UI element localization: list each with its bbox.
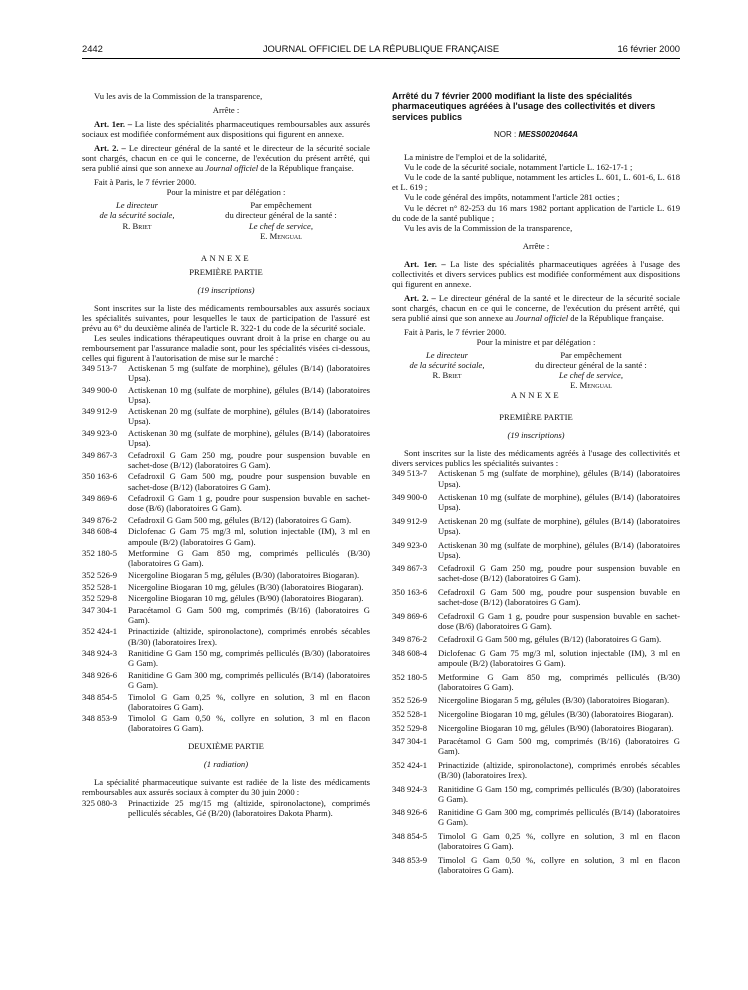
article-1: [82, 119, 370, 139]
annexe-heading: ANNEXE: [200, 252, 252, 263]
entry-text: Diclofenac G Gam 75 mg/3 ml, solution injectable (IM), 3 ml en ampoule (B/2) (laboratoires G Gam).: [438, 647, 680, 668]
entry-code: 347 304-1: [82, 604, 118, 615]
list-item: [82, 692, 370, 712]
entry-code: 347 304-1: [392, 736, 428, 747]
list-item: [82, 605, 370, 625]
entry-code: 349 869-6: [392, 610, 428, 621]
signature-block: [82, 200, 370, 240]
pour-la-ministre: Pour la ministre et par délégation :: [476, 337, 596, 348]
fait-a-paris: Fait à Paris, le 7 février 2000.: [94, 177, 197, 188]
article-2: [82, 143, 370, 173]
entry-text: Timolol G Gam 0,25 %, collyre en solution, 3 ml en flacon (laboratoires G Gam).: [128, 691, 370, 712]
entry-code: 349 876-2: [392, 634, 428, 645]
journal-title: JOURNAL OFFICIEL DE LA RÉPUBLIQUE FRANÇAISE: [262, 43, 500, 54]
entry-code: 352 180-5: [82, 548, 118, 559]
entry-code: 348 926-6: [392, 807, 428, 818]
list-item: [392, 587, 680, 607]
entry-code: 352 528-1: [82, 581, 118, 592]
entry-text: Cefadroxil G Gam 250 mg, poudre pour suspension buvable en sachet-dose (B/12) (laboratoires G Gam).: [128, 449, 370, 470]
left-column: [82, 91, 370, 819]
entry-code: 349 513-7: [82, 363, 118, 374]
entry-code: 352 526-9: [392, 695, 428, 706]
entry-text: Cefadroxil G Gam 250 mg, poudre pour suspension buvable en sachet-dose (B/12) (laboratoires G Gam).: [438, 563, 680, 584]
signatory-b-role: du directeur général de la santé :: [535, 360, 647, 371]
signatory-b-name: E. Mengual: [570, 380, 612, 391]
article-1-label: Art. 1er. –: [404, 258, 446, 269]
ministre-line: La ministre de l'emploi et de la solidarité,: [404, 152, 547, 163]
entry-text: Timolol G Gam 0,50 %, collyre en solution, 3 ml en flacon (laboratoires G Gam).: [128, 713, 370, 734]
entry-code: 348 608-4: [82, 526, 118, 537]
list-item: [82, 626, 370, 646]
entry-text: Cefadroxil G Gam 500 mg, poudre pour suspension buvable en sachet-dose (B/12) (laboratoires G Gam).: [128, 471, 370, 492]
page-number: 2442: [82, 43, 103, 54]
indications-paragraph: Les seules indications thérapeutiques ouvrant droit à la prise en charge ou au remboursement par l'assurance maladie sont, pour les spécialités visées ci-dessous, celles qui figurent à l'autorisation de mise sur le marché :: [82, 332, 370, 363]
fait-a-paris: Fait à Paris, le 7 février 2000.: [404, 326, 507, 337]
article-2-label: Art. 2. –: [94, 143, 126, 154]
list-item: [392, 563, 680, 583]
entry-code: 352 529-8: [392, 722, 428, 733]
signatory-a-role: de la sécurité sociale,: [99, 210, 175, 221]
list-item: [392, 648, 680, 668]
entry-text: Paracétamol G Gam 500 mg, comprimés (B/16) (laboratoires G Gam).: [438, 736, 680, 757]
entry-code: 352 528-1: [392, 708, 428, 719]
inscriptions-count: (19 inscriptions): [507, 430, 565, 441]
article-2-text: Le directeur général de la santé et le directeur de la sécurité sociale sont chargés, chacun en ce qui le concerne, de l'exécution du présent arrêté, qui sera publié ainsi que son annexe au: [392, 292, 680, 323]
entry-text: Ranitidine G Gam 300 mg, comprimés pelliculés (B/14) (laboratoires G Gam).: [438, 807, 680, 828]
entry-text: Nicergoline Biogaran 10 mg, gélules (B/30) (laboratoires Biogaran).: [128, 581, 364, 592]
entry-text: Cefadroxil G Gam 500 mg, poudre pour suspension buvable en sachet-dose (B/12) (laboratoires G Gam).: [438, 586, 680, 607]
signatory-a-name: R. Briet: [122, 220, 152, 231]
entry-text: Prinactizide 25 mg/15 mg (altizide, spironolactone), comprimés pelliculés sécables, Gé (B/20) (laboratoires Dakota Pharm).: [128, 797, 370, 818]
entry-text: Timolol G Gam 0,50 %, collyre en solution, 3 ml en flacon (laboratoires G Gam).: [438, 854, 680, 875]
inscriptions-count: (19 inscriptions): [197, 284, 255, 295]
nor-reference: [392, 130, 680, 140]
article-2: [392, 293, 680, 323]
article-2-text-end: de la République française.: [570, 312, 664, 323]
issue-date: 16 février 2000: [617, 43, 680, 54]
vu-line-3: Vu le code général des impôts, notamment l'article 281 octies ;: [404, 192, 620, 203]
list-item: [82, 593, 370, 603]
list-item: [82, 450, 370, 470]
list-item: [82, 648, 370, 668]
entry-code: 349 923-0: [82, 428, 118, 439]
article-1-text: La liste des spécialités pharmaceutiques remboursables aux assurés sociaux est modifiée conformément aux dispositions qui figurent en annexe.: [82, 119, 370, 140]
signatory-a-name: R. Briet: [432, 370, 462, 381]
vu-transparence: Vu les avis de la Commission de la transparence,: [94, 91, 263, 101]
entry-code: 350 163-6: [82, 471, 118, 482]
entry-code: 349 912-9: [392, 515, 428, 526]
entry-text: Nicergoline Biogaran 10 mg, gélules (B/90) (laboratoires Biogaran).: [128, 593, 364, 604]
entry-text: Ranitidine G Gam 150 mg, comprimés pelliculés (B/30) (laboratoires G Gam).: [438, 783, 680, 804]
signatory-a-role: de la sécurité sociale,: [409, 360, 485, 371]
list-item: [82, 406, 370, 426]
radiation-intro: La spécialité pharmaceutique suivante est radiée de la liste des médicaments remboursables aux assurés sociaux à compter du 30 juin 2000 :: [82, 777, 370, 798]
entry-code: 350 163-6: [392, 586, 428, 597]
entry-code: 348 924-3: [392, 783, 428, 794]
list-item: [82, 515, 370, 525]
radiation-count: (1 radiation): [203, 759, 249, 770]
signatory-b-function: Le chef de service,: [559, 370, 623, 381]
entry-text: Metformine G Gam 850 mg, comprimés pelliculés (B/30) (laboratoires G Gam).: [438, 671, 680, 692]
article-2-text: Le directeur général de la santé et le directeur de la sécurité sociale sont chargés, chacun en ce qui le concerne, de l'exécution du présent arrêté, qui sera publié ainsi que son annexe au: [82, 143, 370, 174]
list-item: [392, 611, 680, 631]
decree-title: Arrêté du 7 février 2000 modifiant la liste des spécialités pharmaceutiques agréées à l'usage des collectivités et divers services publics: [392, 91, 656, 122]
entry-text: Diclofenac G Gam 75 mg/3 ml, solution injectable (IM), 3 ml en ampoule (B/2) (laboratoires G Gam).: [128, 526, 370, 547]
signatory-b-role: du directeur général de la santé :: [225, 210, 337, 221]
list-item: [392, 807, 680, 827]
right-column: [392, 91, 680, 878]
entry-text: Nicergoline Biogaran 5 mg, gélules (B/30) (laboratoires Biogaran).: [438, 695, 670, 706]
list-item: [392, 468, 680, 488]
left-entry-list: [82, 363, 370, 733]
signatory-b-title: Par empêchement: [560, 350, 622, 361]
list-item: [392, 784, 680, 804]
vu-line-1: Vu le code de la sécurité sociale, notamment l'article L. 162-17-1 ;: [404, 162, 633, 173]
entry-code: 348 608-4: [392, 647, 428, 658]
journal-officiel-ref: Journal officiel: [205, 163, 259, 174]
list-item: [82, 471, 370, 491]
intro-paragraph: Sont inscrites sur la liste des médicaments remboursables aux assurés sociaux les spécialités suivantes, pour lesquelles le taux de participation de l'assuré est prévu au 6° du deuxième alinéa de l'article R. 322-1 du code de la sécurité sociale.: [82, 302, 370, 333]
list-item: [82, 385, 370, 405]
vu-line-2: Vu le code de la santé publique, notamment les articles L. 601, L. 601-6, L. 618 et L. 619 ;: [392, 172, 680, 193]
entry-code: 352 526-9: [82, 569, 118, 580]
page-header: [82, 43, 680, 57]
list-item: [392, 634, 680, 644]
article-2-label: Art. 2. –: [404, 292, 436, 303]
vu-line-5: Vu les avis de la Commission de la transparence,: [404, 222, 573, 233]
list-item: [82, 713, 370, 733]
list-item: [392, 672, 680, 692]
entry-text: Nicergoline Biogaran 10 mg, gélules (B/90) (laboratoires Biogaran).: [438, 722, 674, 733]
entry-code: 349 900-0: [392, 492, 428, 503]
list-item: [392, 831, 680, 851]
entry-text: Prinactizide (altizide, spironolactone), comprimés enrobés sécables (B/30) (laboratoires Irex).: [438, 759, 680, 780]
list-item: [392, 736, 680, 756]
article-1-label: Art. 1er. –: [94, 119, 133, 130]
signature-block: [392, 350, 680, 390]
nor-code: MESS0020464A: [518, 130, 579, 140]
entry-code: 348 853-9: [392, 854, 428, 865]
entry-text: Prinactizide (altizide, spironolactone), comprimés enrobés sécables (B/30) (laboratoires Irex).: [128, 626, 370, 647]
journal-officiel-ref: Journal officiel: [515, 312, 569, 323]
pour-la-ministre: Pour la ministre et par délégation :: [166, 187, 286, 198]
radiation-entry: [82, 798, 370, 818]
entry-code: 349 923-0: [392, 539, 428, 550]
nor-label: NOR :: [493, 130, 517, 140]
entry-text: Nicergoline Biogaran 5 mg, gélules (B/30) (laboratoires Biogaran).: [128, 569, 360, 580]
entry-text: Actiskenan 30 mg (sulfate de morphine), gélules (B/14) (laboratoires Upsa).: [438, 539, 680, 560]
entry-text: Ranitidine G Gam 300 mg, comprimés pelliculés (B/14) (laboratoires G Gam).: [128, 669, 370, 690]
list-item: [392, 492, 680, 512]
list-item: [392, 695, 680, 705]
signatory-b-title: Par empêchement: [250, 200, 312, 211]
entry-code: 349 867-3: [82, 449, 118, 460]
entry-text: Cefadroxil G Gam 500 mg, gélules (B/12) (laboratoires G Gam).: [438, 634, 662, 645]
list-item: [82, 582, 370, 592]
list-item: [82, 363, 370, 383]
entry-text: Actiskenan 30 mg (sulfate de morphine), gélules (B/14) (laboratoires Upsa).: [128, 428, 370, 449]
intro-paragraph: Sont inscrites sur la liste des médicaments agréés à l'usage des collectivités et divers services publics les spécialités suivantes :: [392, 448, 680, 469]
entry-code: 348 926-6: [82, 669, 118, 680]
signatory-a-title: Le directeur: [426, 350, 468, 361]
signatory-b-function: Le chef de service,: [249, 220, 313, 231]
list-item: [82, 548, 370, 568]
arrete-heading: Arrête :: [522, 240, 550, 251]
list-item: [82, 428, 370, 448]
article-1-text: La liste des spécialités pharmaceutiques agréées à l'usage des collectivités et divers services publics est modifiée conformément aux dispositions qui figurent en annexe.: [392, 258, 680, 289]
entry-code: 349 900-0: [82, 384, 118, 395]
entry-text: Cefadroxil G Gam 1 g, poudre pour suspension buvable en sachet-dose (B/6) (laboratoires G Gam).: [438, 610, 680, 631]
right-entry-list: [392, 468, 680, 874]
article-1: [392, 259, 680, 289]
entry-code: 349 869-6: [82, 493, 118, 504]
entry-text: Actiskenan 10 mg (sulfate de morphine), gélules (B/14) (laboratoires Upsa).: [128, 384, 370, 405]
entry-text: Actiskenan 20 mg (sulfate de morphine), gélules (B/14) (laboratoires Upsa).: [128, 406, 370, 427]
list-item: [392, 516, 680, 536]
entry-code: 352 529-8: [82, 593, 118, 604]
entry-code: 348 853-9: [82, 713, 118, 724]
list-item: [82, 526, 370, 546]
entry-text: Actiskenan 5 mg (sulfate de morphine), gélules (B/14) (laboratoires Upsa).: [438, 468, 680, 489]
vu-line-4: Vu le décret n° 82-253 du 16 mars 1982 portant application de l'article L. 619 du code de la santé publique ;: [392, 202, 680, 223]
arrete-heading: Arrête :: [212, 105, 240, 116]
entry-text: Cefadroxil G Gam 500 mg, gélules (B/12) (laboratoires G Gam).: [128, 514, 352, 525]
entry-code: 349 867-3: [392, 563, 428, 574]
entry-code: 349 912-9: [82, 406, 118, 417]
entry-text: Paracétamol G Gam 500 mg, comprimés (B/16) (laboratoires G Gam).: [128, 604, 370, 625]
entry-code: 348 854-5: [82, 691, 118, 702]
list-item: [82, 493, 370, 513]
entry-text: Cefadroxil G Gam 1 g, poudre pour suspension buvable en sachet-dose (B/6) (laboratoires G Gam).: [128, 493, 370, 514]
entry-code: 348 924-3: [82, 648, 118, 659]
entry-code: 348 854-5: [392, 830, 428, 841]
entry-code: 352 424-1: [392, 759, 428, 770]
entry-code: 349 876-2: [82, 514, 118, 525]
annexe-heading: ANNEXE: [510, 390, 562, 401]
entry-code: 325 080-3: [82, 797, 118, 808]
list-item: [82, 670, 370, 690]
entry-code: 352 424-1: [82, 626, 118, 637]
header-rule: [82, 58, 680, 59]
article-2-text-end: de la République française.: [260, 163, 354, 174]
entry-text: Metformine G Gam 850 mg, comprimés pelliculés (B/30) (laboratoires G Gam).: [128, 548, 370, 569]
entry-text: Actiskenan 5 mg (sulfate de morphine), gélules (B/14) (laboratoires Upsa).: [128, 363, 370, 384]
list-item: [392, 540, 680, 560]
signatory-a-title: Le directeur: [116, 200, 158, 211]
entry-text: Nicergoline Biogaran 10 mg, gélules (B/30) (laboratoires Biogaran).: [438, 708, 674, 719]
entry-code: 349 513-7: [392, 468, 428, 479]
entry-text: Actiskenan 10 mg (sulfate de morphine), gélules (B/14) (laboratoires Upsa).: [438, 492, 680, 513]
part-2-heading: DEUXIÈME PARTIE: [188, 741, 264, 752]
list-item: [392, 855, 680, 875]
list-item: [392, 709, 680, 719]
entry-code: 352 180-5: [392, 671, 428, 682]
part-1-heading: PREMIÈRE PARTIE: [189, 266, 263, 277]
entry-text: Ranitidine G Gam 150 mg, comprimés pelliculés (B/30) (laboratoires G Gam).: [128, 648, 370, 669]
entry-text: Timolol G Gam 0,25 %, collyre en solution, 3 ml en flacon (laboratoires G Gam).: [438, 830, 680, 852]
list-item: [392, 760, 680, 780]
part-1-heading: PREMIÈRE PARTIE: [499, 412, 573, 423]
signatory-b-name: E. Mengual: [260, 230, 302, 241]
list-item: [82, 570, 370, 580]
list-item: [392, 723, 680, 733]
entry-text: Actiskenan 20 mg (sulfate de morphine), gélules (B/14) (laboratoires Upsa).: [438, 515, 680, 536]
